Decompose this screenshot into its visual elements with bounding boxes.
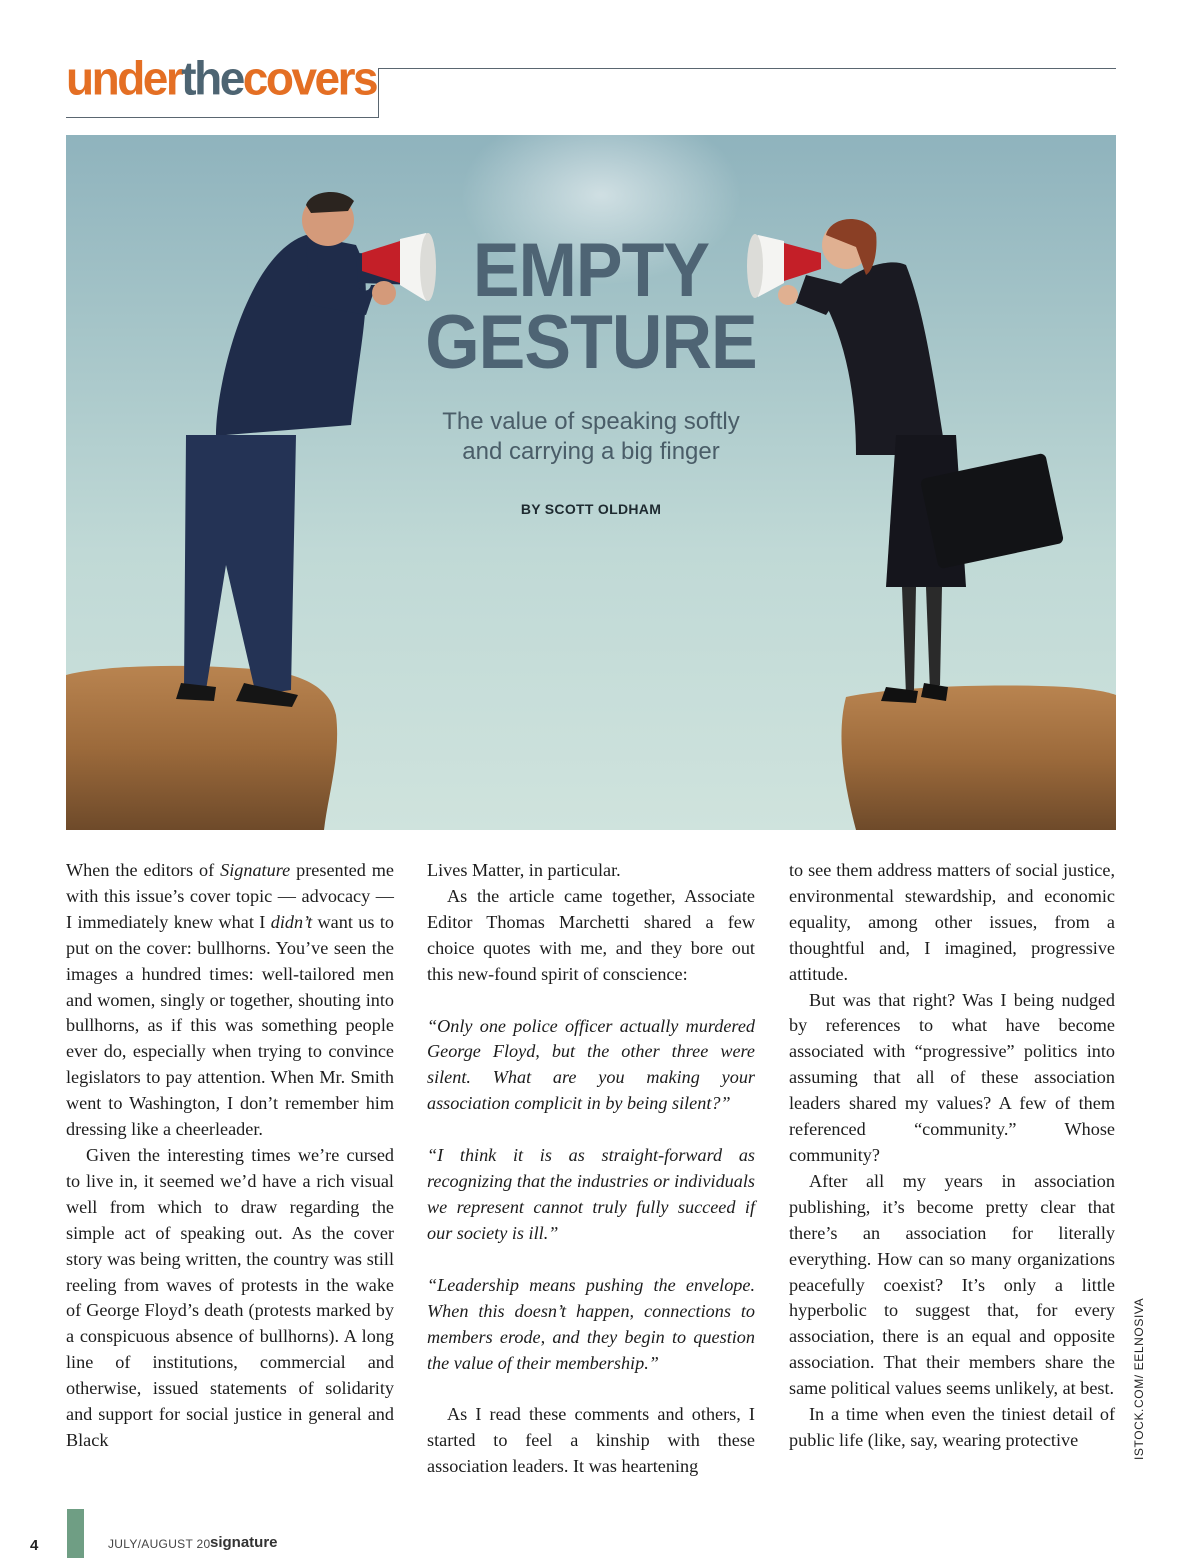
- page-number: 4: [30, 1537, 39, 1554]
- article-title: [66, 228, 1116, 385]
- title-line-1: EMPTY: [472, 228, 710, 313]
- emphasis-didnt: didn’t: [270, 911, 313, 932]
- col2-paragraph-1: Lives Matter, in particular.: [427, 860, 621, 880]
- col3-paragraph-1: to see them address matters of social justice, environmental stewardship, and economic equality, among other issues, from a thoughtful and, I imagined, progressive attitude.: [789, 860, 1115, 984]
- pull-quote-3: “Leadership means pushing the envelope. When this doesn’t happen, connections to members erode, and they begin to question the value of their membership.”: [427, 1274, 755, 1373]
- col1-paragraph-2: Given the interesting times we’re cursed to live in, it seemed we’d have a rich visual well from which to draw regarding the simple act of speaking out. As the cover story was being written, the country was still reeling from waves of protests in the wake of George Floyd’s death (protests marked by a conspicuous absence of bullhorns). A long line of institutions, commercial and otherwise, issued statements of solidarity and support for social justice in general and Black: [66, 1144, 394, 1450]
- title-line-2: GESTURE: [425, 300, 757, 385]
- pull-quote-2: “I think it is as straight-forward as recognizing that the industries or individuals we represent cannot truly fully succeed if our society is ill.”: [427, 1145, 755, 1243]
- magazine-name-italic: Signature: [220, 860, 291, 880]
- footer-magazine-name: signature: [210, 1534, 278, 1551]
- masthead-the: the: [181, 51, 243, 105]
- pull-quote-1: “Only one police officer actually murdered George Floyd, but the other three were silent. What are you making your association complicit in by being silent?”: [427, 1015, 755, 1114]
- right-cliff: [841, 685, 1116, 830]
- masthead-rule-under: [66, 117, 378, 118]
- col3-paragraph-3: After all my years in association publishing, it’s become pretty clear that there’s an association for literally everything. How can so many organizations peacefully coexist? It’s only a little hyperbolic to suggest that, for every association, there is an equal and opposite association. That their members share the same political values seems unlikely, at best.: [789, 1170, 1115, 1399]
- masthead-rule-top: [378, 68, 1116, 69]
- masthead-covers: covers: [242, 51, 377, 105]
- col3-paragraph-2: But was that right? Was I being nudged by references to what have become associated with “progressive” politics into assuming that all of these association leaders shared my values? A few of them referenced “community.” Whose community?: [789, 989, 1115, 1165]
- subtitle-line-2: and carrying a big finger: [462, 438, 720, 465]
- masthead-rule-vertical: [378, 68, 379, 118]
- footer-issue-date: JULY/AUGUST 20: [108, 1537, 211, 1551]
- col3-paragraph-4: In a time when even the tiniest detail of public life (like, say, wearing protective: [789, 1404, 1115, 1450]
- body-column-1: [66, 858, 394, 1454]
- body-column-2: [427, 858, 755, 1480]
- footer-color-bar: [67, 1509, 84, 1558]
- col2-paragraph-2: As the article came together, Associate Editor Thomas Marchetti shared a few choice quotes with me, and they bore out this new-found spirit of conscience:: [427, 885, 755, 984]
- photo-credit: ISTOCK.COM/ EELNOSIVA: [1132, 1297, 1146, 1460]
- subtitle-line-1: The value of speaking softly: [442, 408, 740, 435]
- article-subtitle: [66, 407, 1116, 467]
- masthead-under: under: [66, 51, 182, 105]
- hero-illustration: [66, 135, 1116, 830]
- col2-paragraph-3: As I read these comments and others, I started to feel a kinship with these association leaders. It was heartening: [427, 1404, 755, 1477]
- body-column-3: [789, 858, 1115, 1454]
- section-masthead: [66, 52, 376, 122]
- col1-paragraph-1: When the editors of Signature presented me with this issue’s cover topic — advocacy — I immediately knew what I didn’t want us to put on the cover: bullhorns. You’ve seen the images a hundred times: well-tailored men and women, singly or together, shouting into bullhorns, as if this was something people ever do, especially when trying to convince legislators to pay attention. When Mr. Smith went to Washington, I don’t remember him dressing like a cheerleader.: [66, 860, 395, 1140]
- byline: BY SCOTT OLDHAM: [520, 501, 662, 517]
